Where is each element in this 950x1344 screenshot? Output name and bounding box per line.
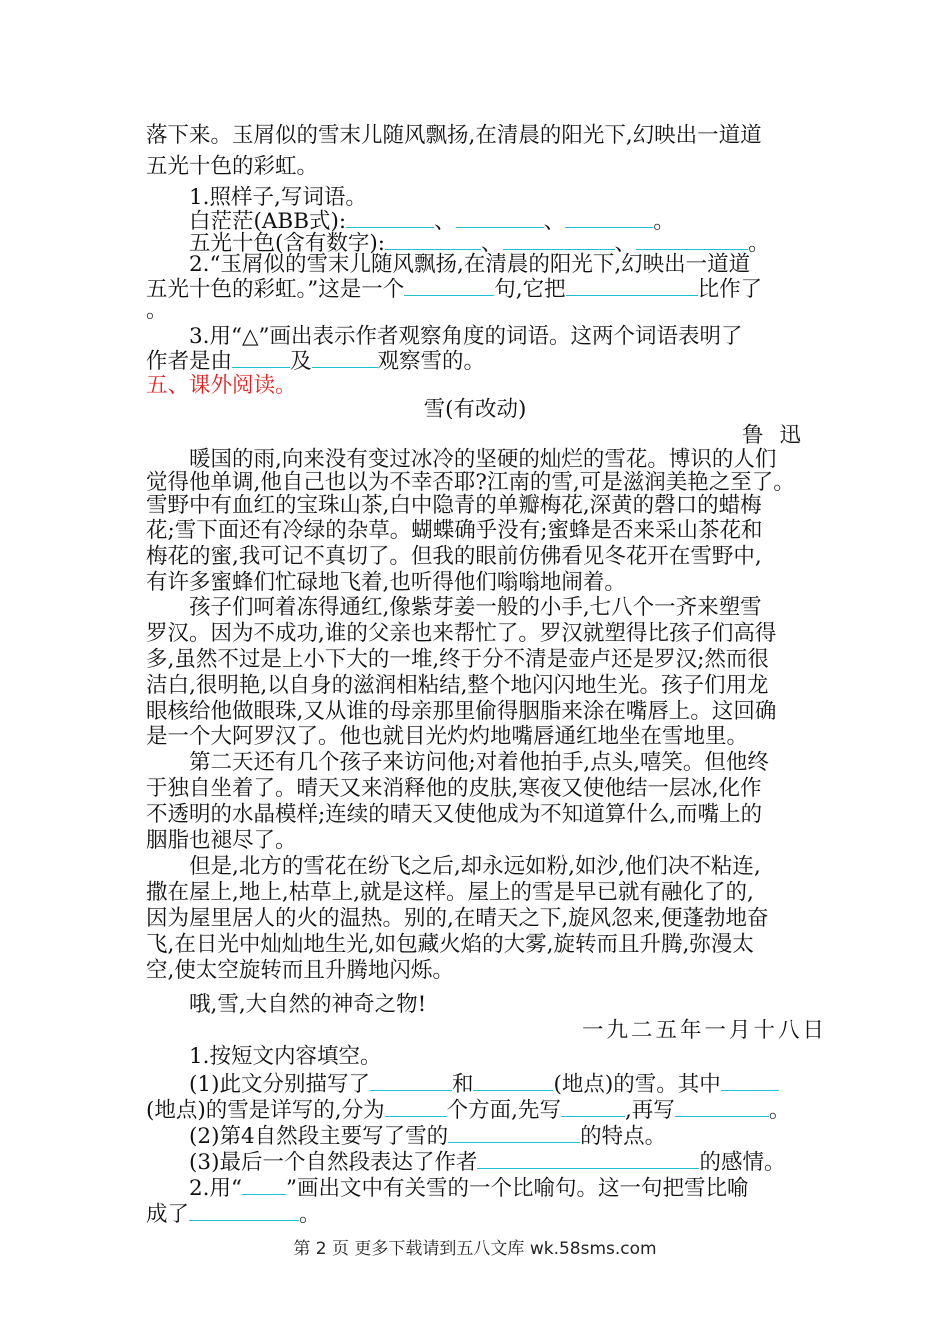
answer-blank[interactable] — [448, 1120, 580, 1143]
article-line: 洁白,很明艳,以自身的滋润相粘结,整个地闪闪地生光。孩子们用龙 — [146, 673, 769, 698]
answer-blank[interactable] — [385, 1094, 447, 1117]
answer-blank[interactable] — [473, 1068, 553, 1091]
answer-blank[interactable] — [456, 205, 544, 228]
underline-sample — [242, 1172, 286, 1195]
article-line: 觉得他单调,他自己也以为不幸否耶?江南的雪,可是滋润美艳之至了。 — [146, 470, 795, 495]
article-line: 因为屋里居人的火的温热。别的,在晴天之下,旋风忽来,便蓬勃地奋 — [146, 906, 769, 931]
answer-blank[interactable] — [232, 345, 290, 368]
question-3-text: 作者是由 — [146, 349, 233, 374]
answer-blank[interactable] — [370, 1068, 452, 1091]
article-title: 雪(有改动) — [423, 397, 527, 422]
passage-line: 落下来。玉屑似的雪末儿随风飘扬,在清晨的阳光下,幻映出一道道 — [146, 123, 762, 148]
question-3-text: 观察雪的。 — [377, 349, 486, 374]
question-text: 个方面,先写 — [446, 1098, 561, 1123]
question-text: ,再写 — [624, 1098, 675, 1123]
question-text: ”画出文中有关雪的一个比喻句。这一句把雪比喻 — [286, 1176, 749, 1201]
article-line: 是一个大阿罗汉了。他也就目光灼灼地嘴唇通红地坐在雪地里。 — [146, 724, 749, 749]
question-text: (3)最后一个自然段表达了作者 — [189, 1150, 478, 1175]
question-3-text: 及 — [290, 349, 312, 374]
answer-blank[interactable] — [346, 205, 434, 228]
answer-blank[interactable] — [189, 1198, 299, 1221]
article-line: 有许多蜜蜂们忙碌地飞着,也听得他们嗡嗡地闹着。 — [146, 570, 626, 595]
article-line: 空,使太空旋转而且升腾地闪烁。 — [146, 958, 454, 983]
article-line: 但是,北方的雪花在纷飞之后,却永远如粉,如沙,他们决不粘连, — [189, 854, 761, 879]
article-line: 罗汉。因为不成功,谁的父亲也来帮忙了。罗汉就塑得比孩子们高得 — [146, 621, 777, 646]
article-line: 撒在屋上,地上,枯草上,就是这样。屋上的雪是早已就有融化了的, — [146, 880, 754, 905]
question-text: (1)此文分别描写了 — [189, 1072, 370, 1097]
answer-blank[interactable] — [721, 1068, 779, 1091]
answer-blank[interactable] — [503, 227, 615, 250]
answer-blank[interactable] — [385, 227, 481, 250]
article-line: 飞,在日光中灿灿地生光,如包藏火焰的大雾,旋转而且升腾,弥漫太 — [146, 932, 754, 957]
answer-blank[interactable] — [477, 1146, 699, 1169]
answer-blank[interactable] — [675, 1094, 769, 1117]
article-line: 于独自坐着了。晴天又来消释他的皮肤,寒夜又使他结一层冰,化作 — [146, 776, 762, 801]
article-line: 花;雪下面还有冷绿的杂草。蝴蝶确乎没有;蜜蜂是否来采山茶花和 — [146, 518, 763, 543]
article-line: 雪野中有血红的宝珠山茶,白中隐青的单瓣梅花,深黄的磬口的蜡梅 — [146, 493, 762, 518]
answer-blank[interactable] — [636, 227, 748, 250]
question-text: 。 — [299, 1202, 321, 1227]
article-line: 不透明的水晶模样;连续的晴天又使他成为不知道算什么,而嘴上的 — [146, 802, 763, 827]
question-2-line — [146, 273, 762, 305]
passage-line: 五光十色的彩虹。 — [146, 154, 319, 179]
question-title: 1.按短文内容填空。 — [189, 1044, 382, 1069]
question-text: 的感情。 — [699, 1150, 786, 1175]
article-line: 梅花的蜜,我可记不真切了。但我的眼前仿佛看见冬花开在雪野中, — [146, 544, 762, 569]
section-heading: 五、课外阅读。 — [146, 373, 297, 398]
separator: 、 — [614, 231, 637, 256]
question-text: 2.用“ — [189, 1176, 243, 1201]
question-text: 的特点。 — [580, 1124, 667, 1149]
article-line: 孩子们呵着冻得通红,像紫芽姜一般的小手,七八个一齐来塑雪 — [189, 595, 762, 620]
question-1-title: 1.照样子,写词语。 — [189, 185, 367, 210]
page-footer: 第 2 页 更多下载请到五八文库 wk.58sms.com — [293, 1239, 657, 1259]
article-line: 第二天还有几个孩子来访问他;对着他拍手,点头,嘻笑。但他终 — [189, 750, 769, 775]
article-line: 暖国的雨,向来没有变过冰冷的坚硬的灿烂的雪花。博识的人们 — [189, 447, 777, 472]
end-mark: 。 — [748, 231, 770, 256]
question-2-end: 。 — [146, 298, 168, 323]
question-text: 和 — [451, 1072, 474, 1097]
question-text: (2)第4自然段主要写了雪的 — [189, 1124, 449, 1149]
separator: 、 — [434, 209, 456, 234]
answer-blank[interactable] — [312, 345, 378, 368]
article-date: 一九二五年一月十八日 — [582, 1018, 828, 1043]
question-text: (地点)的雪是详写的,分为 — [146, 1098, 385, 1123]
question-2-text: 五光十色的彩虹。”这是一个 — [146, 277, 405, 302]
article-line: 眼核给他做眼珠,又从谁的母亲那里偷得胭脂来涂在嘴唇上。这回确 — [146, 699, 777, 724]
question-2-text: 比作了 — [697, 277, 763, 302]
question-text: 成了 — [146, 1202, 190, 1227]
separator: 、 — [543, 209, 566, 234]
question-text: (地点)的雪。其中 — [553, 1072, 721, 1097]
question-2-line: 2.“玉屑似的雪末儿随风飘扬,在清晨的阳光下,幻映出一道道 — [189, 252, 751, 277]
answer-blank[interactable] — [565, 205, 653, 228]
answer-blank[interactable] — [561, 1094, 625, 1117]
end-mark: 。 — [653, 209, 675, 234]
answer-blank[interactable] — [566, 273, 698, 296]
article-line: 哦,雪,大自然的神奇之物! — [189, 992, 427, 1017]
article-line: 胭脂也褪尽了。 — [146, 828, 297, 853]
article-line: 多,虽然不过是上小下大的一堆,终于分不清是壶卢还是罗汉;然而很 — [146, 647, 769, 672]
question-line — [146, 1198, 321, 1230]
question-text: 。 — [768, 1098, 791, 1123]
separator: 、 — [481, 231, 503, 256]
question-3-line: 3.用“△”画出表示作者观察角度的词语。这两个词语表明了 — [189, 324, 743, 349]
answer-blank[interactable] — [404, 273, 494, 296]
abb-label: 白茫茫(ABB式): — [189, 209, 347, 234]
question-2-text: 句,它把 — [494, 277, 566, 302]
article-author: 鲁迅 — [742, 423, 818, 448]
number-idiom-label: 五光十色(含有数字): — [189, 231, 386, 256]
